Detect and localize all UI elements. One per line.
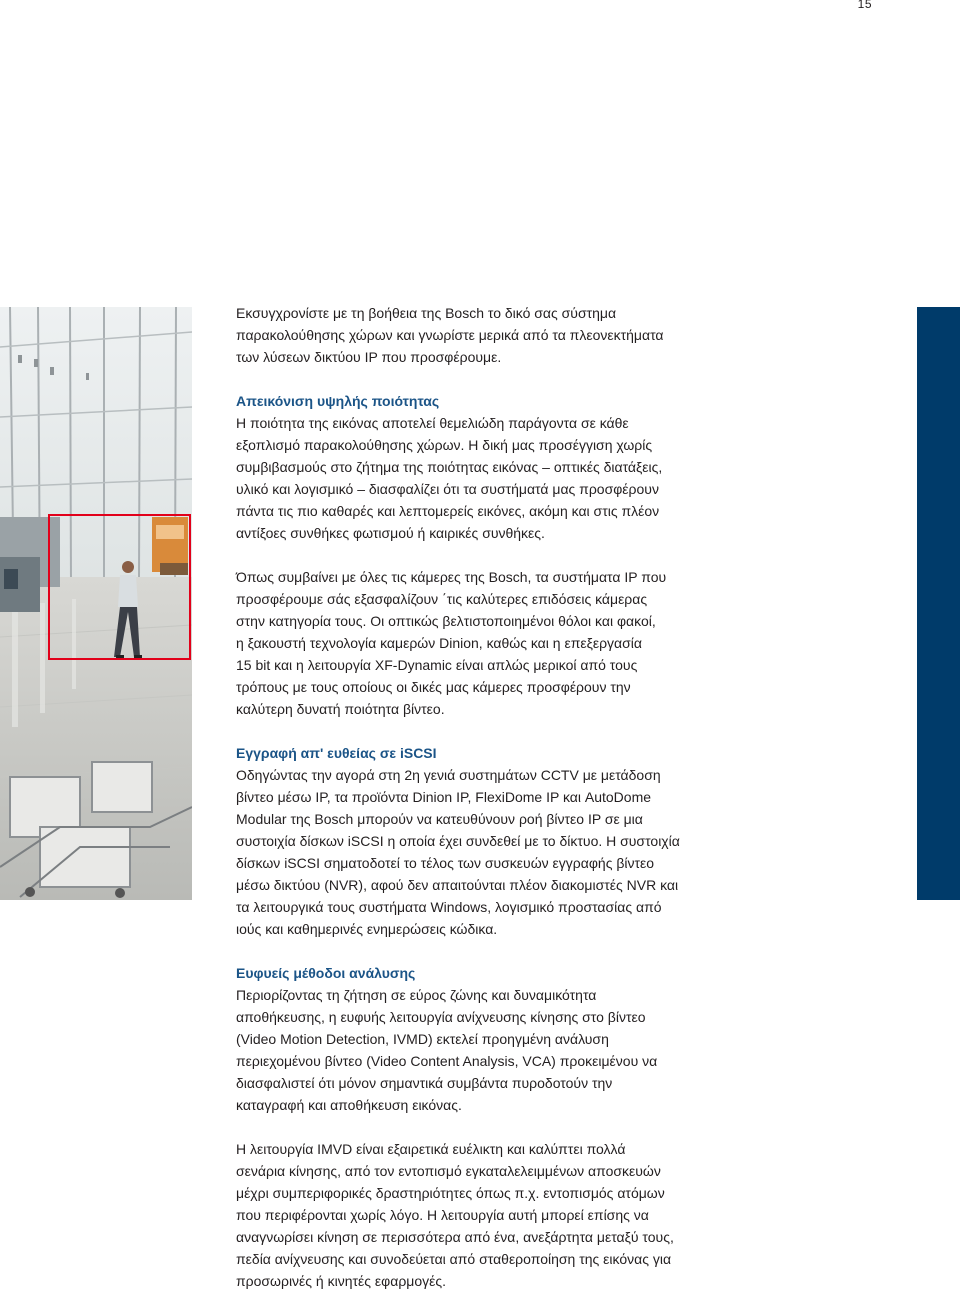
text-line: μέσω δικτύου (NVR), αφού δεν απαιτούνται πλέον διακομιστές NVR και <box>236 877 679 893</box>
text-line: συστοιχία δίσκων iSCSI η οποία έχει συνδεθεί με το δίκτυο. Η συστοιχία <box>236 833 680 849</box>
article-body <box>236 302 736 1292</box>
side-color-bar <box>917 307 960 900</box>
body-paragraph <box>236 566 736 720</box>
text-line: Η λειτουργία IMVD είναι εξαιρετικά ευέλικτη και καλύπτει πολλά <box>236 1141 626 1157</box>
text-line: αντίξοες συνθήκες φωτισμού ή καιρικές συνθήκες. <box>236 525 545 541</box>
text-line: Εκσυγχρονίστε με τη βοήθεια της Bosch το δικό σας σύστημα <box>236 305 617 321</box>
section-heading: Εγγραφή απ' ευθείας σε iSCSI <box>236 745 437 761</box>
text-line: των λύσεων δικτύου IP που προσφέρουμε. <box>236 349 502 365</box>
text-line: εξοπλισμό παρακολούθησης χώρων. Η δική μας προσέγγιση χωρίς <box>236 437 653 453</box>
text-line: δίσκων iSCSI σηματοδοτεί το τέλος των συσκευών εγγραφής βίντεο <box>236 855 655 871</box>
text-line: Η ποιότητα της εικόνας αποτελεί θεμελιώδη παράγοντα σε κάθε <box>236 415 629 431</box>
intro-paragraph <box>236 302 736 368</box>
text-line: 15 bit και η λειτουργία XF-Dynamic είναι απλώς μερικοί από τους <box>236 657 638 673</box>
text-line: τα λειτουργικά τους συστήματα Windows, λογισμικό προστασίας από <box>236 899 662 915</box>
text-line: Όπως συμβαίνει με όλες τις κάμερες της Bosch, τα συστήματα IP που <box>236 569 667 585</box>
body-paragraph <box>236 412 736 544</box>
text-line: (Video Motion Detection, IVMD) εκτελεί προηγμένη ανάλυση <box>236 1031 609 1047</box>
text-line: τρόπους με τους οποίους οι δικές μας κάμερες προσφέρουν την <box>236 679 631 695</box>
page-number: 15 <box>857 0 872 11</box>
text-line: Οδηγώντας την αγορά στη 2η γενιά συστημάτων CCTV με μετάδοση <box>236 767 661 783</box>
body-paragraph <box>236 984 736 1116</box>
text-line: βίντεο μέσω IP, τα προϊόντα Dinion IP, FlexiDome IP και AutoDome <box>236 789 652 805</box>
section-heading: Ευφυείς μέθοδοι ανάλυσης <box>236 965 416 981</box>
text-line: αποθήκευσης, η ευφυής λειτουργία ανίχνευσης κίνησης στο βίντεο <box>236 1009 646 1025</box>
text-line: υλικό και λογισμικό – διασφαλίζει ότι τα συστήματά μας προσφέρουν <box>236 481 659 497</box>
text-line: περιεχομένου βίντεο (Video Content Analysis, VCA) προκειμένου να <box>236 1053 658 1069</box>
text-line: συμβιβασμούς στο ζήτημα της ποιότητας εικόνας – οπτικές διατάξεις, <box>236 459 663 475</box>
text-line: ιούς και καθημερινές ενημερώσεις κώδικα. <box>236 921 498 937</box>
text-line: Modular της Bosch μπορούν να κατευθύνουν ροή βίντεο IP σε μια <box>236 811 643 827</box>
text-line: διασφαλιστεί ότι μόνον σημαντικά συμβάντα πυροδοτούν την <box>236 1075 613 1091</box>
text-line: σενάρια κίνησης, από τον εντοπισμό εγκαταλελειμμένων αποσκευών <box>236 1163 661 1179</box>
text-line: μέχρι συμπεριφορικές δραστηριότητες όπως π.χ. εντοπισμός ατόμων <box>236 1185 665 1201</box>
text-line: πεδία ανίχνευσης και συνοδεύεται από σταθεροποίηση της εικόνας για <box>236 1251 672 1267</box>
text-line: καλύτερη δυνατή ποιότητα βίντεο. <box>236 701 445 717</box>
body-paragraph <box>236 1138 736 1292</box>
text-line: προσωρινές ή κινητές εφαρμογές. <box>236 1273 447 1289</box>
text-line: Περιορίζοντας τη ζήτηση σε εύρος ζώνης και δυναμικότητα <box>236 987 597 1003</box>
body-paragraph <box>236 764 736 940</box>
text-line: καταγραφή και αποθήκευση εικόνας. <box>236 1097 462 1113</box>
text-line: που περιφέρονται χωρίς λόγο. Η λειτουργία αυτή μπορεί επίσης να <box>236 1207 649 1223</box>
section-heading: Απεικόνιση υψηλής ποιότητας <box>236 393 440 409</box>
highlight-frame <box>48 514 191 660</box>
text-line: προσφέρουμε σάς εξασφαλίζουν ΄τις καλύτερες επιδόσεις κάμερας <box>236 591 648 607</box>
text-line: αναγνωρίσει κίνηση σε περισσότερα από ένα, ανεξάρτητα μεταξύ τους, <box>236 1229 674 1245</box>
text-line: πάντα τις πιο καθαρές και λεπτομερείς εικόνες, ακόμη και στις πλέον <box>236 503 660 519</box>
text-line: στην κατηγορία τους. Οι οπτικώς βελτιστοποιημένοι θόλοι και φακοί, <box>236 613 656 629</box>
text-line: παρακολούθησης χώρων και γνωρίστε μερικά από τα πλεονεκτήματα <box>236 327 664 343</box>
text-line: η ξακουστή τεχνολογία καμερών Dinion, καθώς και η επεξεργασία <box>236 635 642 651</box>
